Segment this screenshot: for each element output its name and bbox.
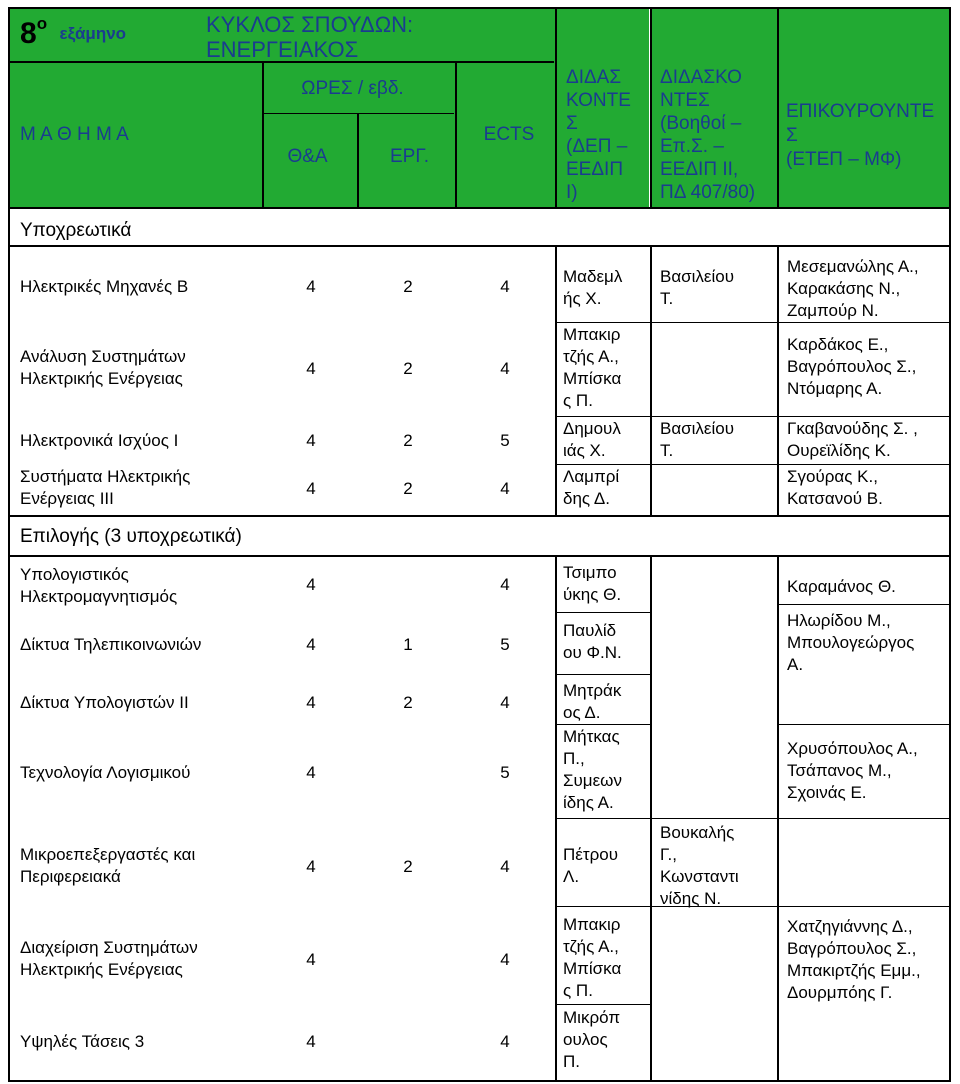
semester-label <box>20 14 210 54</box>
semester-word: εξάμηνο <box>59 24 127 43</box>
assistant-cell: Χρυσόπουλος Α., Τσάπανος Μ., Σχοινάς Ε. <box>787 739 918 802</box>
semester-number: 8 <box>20 17 37 50</box>
assistant-cell: Καρδάκος Ε., Βαγρόπουλος Σ., Ντόμαρης Α. <box>787 335 917 398</box>
assistant-cell: Μεσεμανώλης Α., Καρακάσης Ν., Ζαμπούρ Ν. <box>787 257 919 320</box>
study-cycle-line1: ΚΥΚΛΟΣ ΣΠΟΥΔΩΝ: <box>206 12 414 37</box>
body-col-sep-6 <box>777 557 779 1082</box>
teacher-cell: Λαμπρί δης Δ. <box>563 467 620 508</box>
section-elective: Επιλογής (3 υποχρεωτικά) <box>20 526 242 547</box>
row-sep <box>555 1004 650 1005</box>
ects-value: 4 <box>500 277 510 296</box>
border-right <box>949 7 951 1082</box>
col-sep-teachers <box>555 9 557 207</box>
table-row: Ανάλυση Συστημάτων Ηλεκτρικής Ενέργειας <box>20 347 186 388</box>
lab-value: 2 <box>403 359 413 378</box>
ects-value: 4 <box>500 359 510 378</box>
row-sep <box>555 818 950 819</box>
table-row: Υψηλές Τάσεις 3 <box>20 1032 145 1051</box>
ects-value: 4 <box>500 693 510 712</box>
col-sep-course <box>262 61 264 207</box>
tutor-cell: Βασιλείου Τ. <box>660 267 735 308</box>
ects-header: ECTS <box>483 124 535 145</box>
hours-header: ΩΡΕΣ / εβδ. <box>301 78 404 99</box>
row-sep <box>555 322 950 323</box>
row-sep <box>777 724 950 725</box>
ects-value: 4 <box>500 1032 510 1051</box>
assistant-cell: Σγούρας Κ., Κατσανού Β. <box>787 467 883 508</box>
line-above-elective <box>8 515 951 517</box>
lab-value: 2 <box>403 431 413 450</box>
semester-superscript: ο <box>36 14 48 33</box>
theory-value: 4 <box>306 359 316 378</box>
teacher-cell: Μπακιρ τζής Α., Μπίσκα ς Π. <box>563 325 622 410</box>
table-row: Μικροεπεξεργαστές και Περιφερειακά <box>20 845 196 886</box>
assistants-header: ΕΠΙΚΟΥΡΟΥΝΤΕ Σ (ΕΤΕΠ – ΜΦ) <box>786 101 935 170</box>
table-row: Ηλεκτρικές Μηχανές Β <box>20 277 189 296</box>
study-cycle-line2: ΕΝΕΡΓΕΙΑΚΟΣ <box>206 37 359 62</box>
table-row: Υπολογιστικός Ηλεκτρομαγνητισμός <box>20 565 178 606</box>
theory-value: 4 <box>306 635 316 654</box>
section-mandatory: Υποχρεωτικά <box>20 220 132 241</box>
row-sep <box>777 604 950 605</box>
line-under-elective <box>8 555 951 557</box>
teachers-header: ΔΙΔΑΣ ΚΟΝΤΕ Σ (ΔΕΠ – ΕΕΔΙΠ Ι) <box>566 67 631 203</box>
line-under-mandatory <box>8 245 951 247</box>
ects-value: 4 <box>500 575 510 594</box>
table-row: Ηλεκτρονικά Ισχύος Ι <box>20 431 179 450</box>
lab-value: 1 <box>403 635 413 654</box>
theory-value: 4 <box>306 479 316 498</box>
theory-value: 4 <box>306 693 316 712</box>
theory-value: 4 <box>306 950 316 969</box>
table-row: Δίκτυα Τηλεπικοινωνιών <box>20 635 202 654</box>
tutors-header: ΔΙΔΑΣΚΟ ΝΤΕΣ (Βοηθοί – Επ.Σ. – ΕΕΔΙΠ ΙΙ, ΠΔ 407/80) <box>660 67 756 203</box>
row-sep <box>555 612 650 613</box>
courses-header: Μ Α Θ Η Μ Α <box>20 124 129 145</box>
table-row: Δίκτυα Υπολογιστών ΙΙ <box>20 693 189 712</box>
theory-value: 4 <box>306 575 316 594</box>
assistant-cell: Καραμάνος Θ. <box>787 577 896 596</box>
col-sep-theory <box>357 113 359 207</box>
row-sep <box>555 464 950 465</box>
row-sep <box>555 906 950 907</box>
teacher-cell: Μητράκ ος Δ. <box>563 681 622 722</box>
line-under-title <box>8 61 554 63</box>
border-top <box>8 7 951 9</box>
theory-value: 4 <box>306 431 316 450</box>
teacher-cell: Μήτκας Π., Συμεων ίδης Α. <box>563 727 622 812</box>
border-bottom <box>8 1080 951 1082</box>
tutor-cell: Βασιλείου Τ. <box>660 419 735 460</box>
lab-value: 2 <box>403 693 413 712</box>
study-cycle-title <box>206 12 413 62</box>
lab-header: ΕΡΓ. <box>389 146 429 167</box>
ects-value: 5 <box>500 431 510 450</box>
body-col-sep-5 <box>650 557 652 1082</box>
row-sep <box>555 724 650 725</box>
lab-value: 2 <box>403 857 413 876</box>
assistant-cell: Ηλωρίδου Μ., Μπουλογεώργος Α. <box>787 611 915 674</box>
teacher-cell: Παυλίδ ου Φ.Ν. <box>563 621 622 662</box>
teacher-cell: Μπακιρ τζής Α., Μπίσκα ς Π. <box>563 915 622 1000</box>
body-col-sep-3 <box>777 247 779 517</box>
tutor-cell: Βουκαλής Γ., Κωνσταντι νίδης Ν. <box>660 823 739 908</box>
col-sep-ects <box>455 61 457 207</box>
table-row: Τεχνολογία Λογισμικού <box>20 763 191 782</box>
ects-value: 4 <box>500 479 510 498</box>
theory-value: 4 <box>306 763 316 782</box>
body-col-sep-2 <box>650 247 652 517</box>
row-sep <box>555 416 950 417</box>
lab-value: 2 <box>403 479 413 498</box>
ects-value: 5 <box>500 635 510 654</box>
teacher-cell: Πέτρου Λ. <box>563 845 618 886</box>
ects-value: 4 <box>500 950 510 969</box>
theory-value: 4 <box>306 1032 316 1051</box>
ects-value: 4 <box>500 857 510 876</box>
assistant-cell: Χατζηγιάννης Δ., Βαγρόπουλος Σ., Μπακιρτζής Εμμ., Δουρμπόης Γ. <box>787 917 921 1002</box>
line-under-header <box>8 207 951 209</box>
teacher-cell: Μικρόπ ουλος Π. <box>563 1008 621 1071</box>
theory-value: 4 <box>306 277 316 296</box>
col-sep-assistants <box>777 9 779 207</box>
assistant-cell: Γκαβανούδης Σ. , Ουρεϊλίδης Κ. <box>787 419 918 460</box>
teacher-cell: Μαδεμλ ής Χ. <box>563 267 623 308</box>
lab-value: 2 <box>403 277 413 296</box>
theory-value: 4 <box>306 857 316 876</box>
teacher-cell: Τσιμπο ύκης Θ. <box>563 563 622 604</box>
theory-header: Θ&Α <box>287 146 328 167</box>
row-sep <box>555 674 650 675</box>
table-row: Διαχείριση Συστημάτων Ηλεκτρικής Ενέργειας <box>20 938 198 979</box>
border-left <box>8 7 10 1082</box>
ects-value: 5 <box>500 763 510 782</box>
body-col-sep-1 <box>555 247 557 517</box>
teacher-cell: Δημουλ ιάς Χ. <box>563 419 621 460</box>
col-sep-tutors <box>650 9 652 207</box>
table-row: Συστήματα Ηλεκτρικής Ενέργειας ΙΙΙ <box>20 467 191 508</box>
